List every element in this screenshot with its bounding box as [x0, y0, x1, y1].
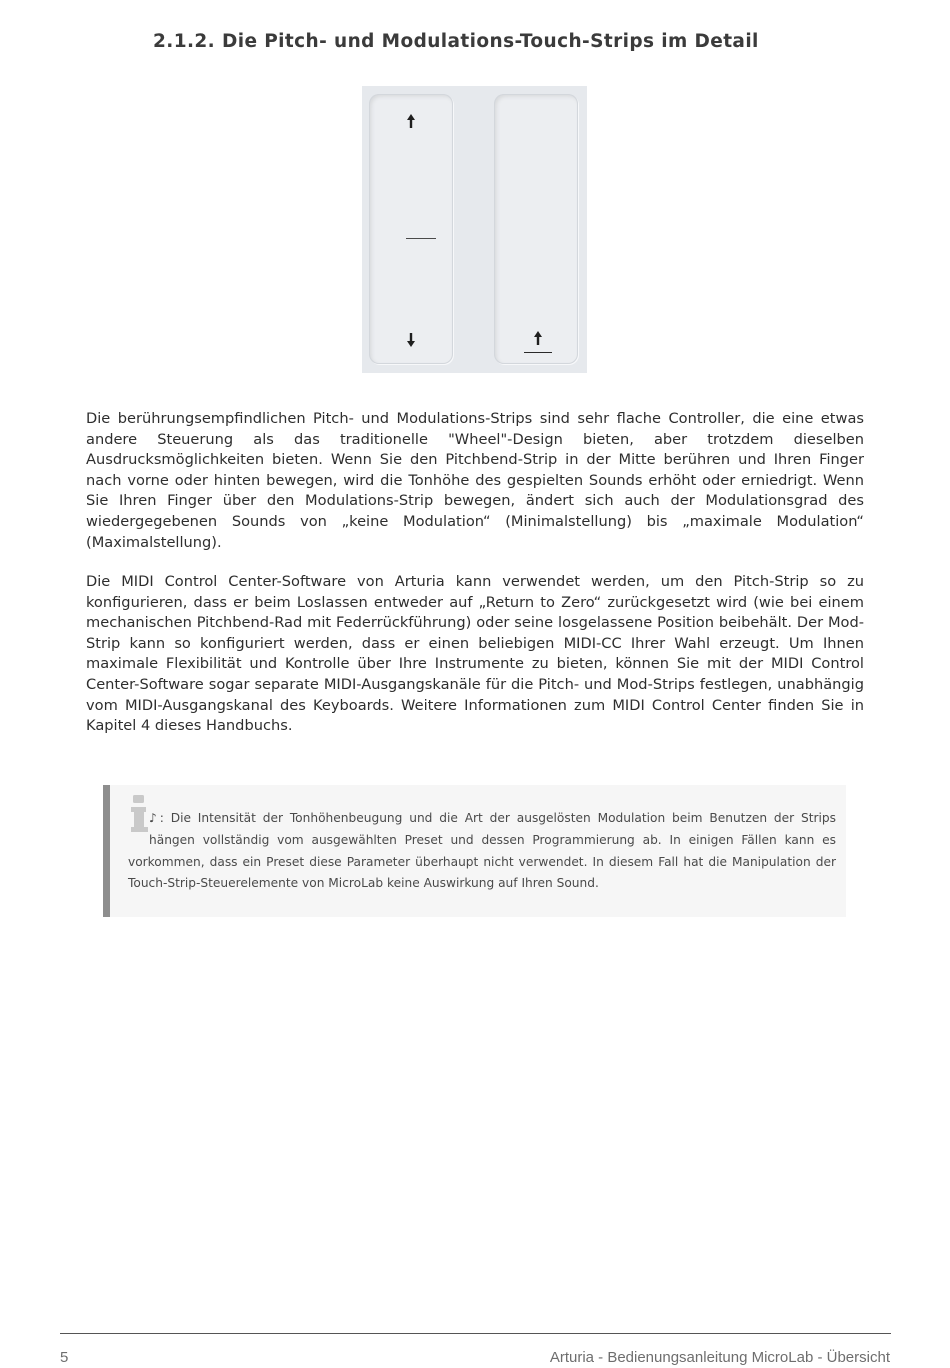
pitch-strip: [369, 94, 453, 364]
page-number: 5: [60, 1349, 69, 1366]
body-paragraph: Die berührungsempfindlichen Pitch- und Modulations-Strips sind sehr flache Controller, die eine etwas andere Steuerung als das traditionelle "Wheel"-Design bieten, aber trotzdem dieselben Ausdrucksmöglichkeiten bieten. Wenn Sie den Pitchbend-Strip in der Mitte berühren und Ihren Finger nach vorne oder hinten bewegen, wird die Tonhöhe des gespielten Sounds erhöht oder erniedrigt. Wenn Sie Ihren Finger über den Modulations-Strip bewegen, ändert sich auch der Modulationsgrad des wiedergegebenen Sounds von „keine Modulation“ (Minimalstellung) bis „maximale Modulation“ (Maximalstellung).: [86, 410, 864, 551]
info-note-box: [103, 785, 846, 917]
arrow-up-icon: [531, 330, 545, 346]
modulation-strip: [494, 94, 578, 364]
modulation-base-line: [524, 352, 552, 353]
touch-strips-figure: [362, 86, 587, 373]
arrow-down-icon: [404, 332, 418, 348]
body-paragraph: Die MIDI Control Center-Software von Arturia kann verwendet werden, um den Pitch-Strip so zu konfigurieren, dass er beim Loslassen entweder auf „Return to Zero“ zurückgesetzt wird (wie bei einem mechanischen Pitchbend-Rad mit Federrückführung) oder seine losgelassene Position beibehält. Der Mod-Strip kann so konfiguriert werden, dass er einen beliebigen MIDI-CC Ihrer Wahl erzeugt. Um Ihnen maximale Flexibilität und Kontrolle über Ihre Instrumente zu bieten, können Sie mit der MIDI Control Center-Software sogar separate MIDI-Ausgangskanäle für die Pitch- und Mod-Strips festlegen, unabhängig vom MIDI-Ausgangskanal des Keyboards. Weitere Informationen zum MIDI Control Center finden Sie in Kapitel 4 dieses Handbuchs.: [86, 573, 864, 735]
footer-divider: [60, 1333, 891, 1334]
footer-title: Arturia - Bedienungsanleitung MicroLab - Übersicht: [549, 1349, 890, 1366]
note-symbol: ♪: [149, 811, 160, 825]
note-text: : Die Intensität der Tonhöhenbeugung und die Art der ausgelösten Modulation beim Benutzen der Strips hängen vollständig vom ausgewählten Preset und dessen Programmierung ab. In einigen Fällen kann es vorkommen, dass ein Preset diese Parameter überhaupt nicht verwendet. In diesem Fall hat die Manipulation der Touch-Strip-Steuerelemente von MicroLab keine Auswirkung auf Ihren Sound.: [128, 811, 837, 891]
section-heading: 2.1.2. Die Pitch- und Modulations-Touch-Strips im Detail: [153, 31, 759, 52]
pitch-center-line: [406, 238, 436, 239]
arrow-up-icon: [404, 113, 418, 129]
